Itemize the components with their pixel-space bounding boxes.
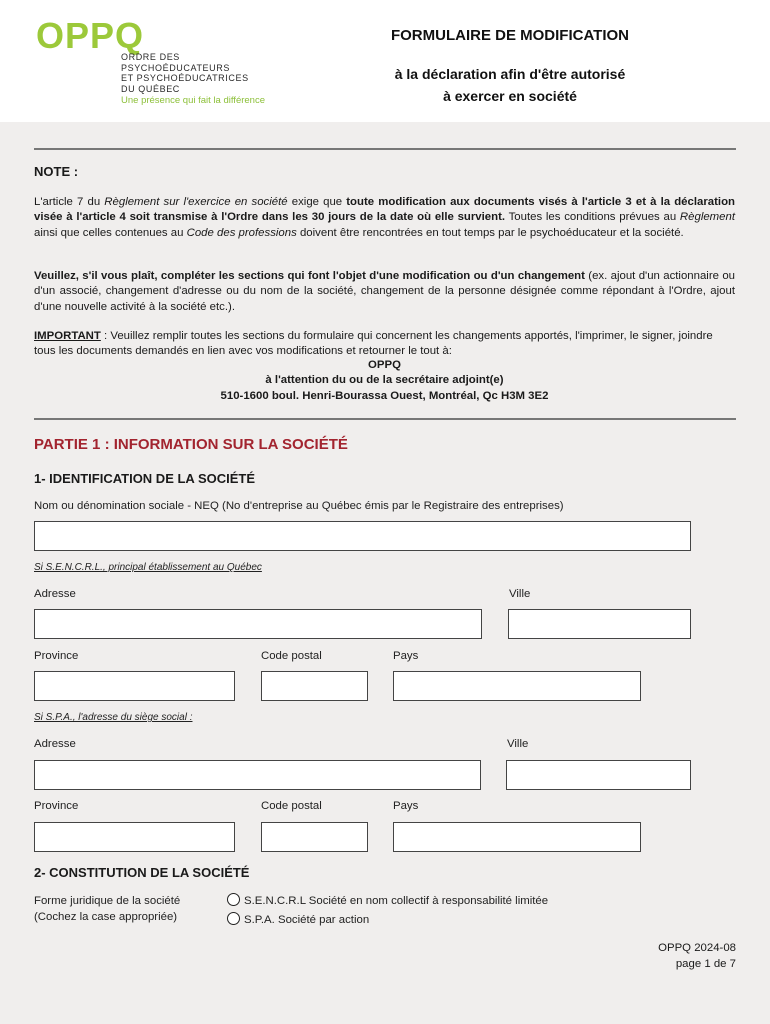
senc-code-postal-input[interactable]: [261, 671, 368, 701]
option-spa[interactable]: [227, 912, 369, 926]
ville-label: Ville: [507, 738, 529, 750]
form-code: OPPQ 2024-08: [658, 942, 736, 954]
org-name-line: DU QUÉBEC: [121, 83, 180, 94]
spa-note: Si S.P.A., l'adresse du siège social :: [34, 712, 193, 723]
adresse-label: Adresse: [34, 738, 76, 750]
oppq-logo: OPPQ: [36, 15, 145, 56]
radio-sencrl[interactable]: [227, 893, 240, 906]
form-subtitle-line1: à la déclaration afin d'être autorisé: [394, 66, 626, 82]
text-italic: Code des professions: [186, 226, 297, 239]
text-bold: Veuillez, s'il vous plaît, compléter les sections qui font l'objet d'une modification ou d'un changement: [34, 270, 585, 282]
text: : Veuillez remplir toutes les sections du formulaire qui concernent les changements apportés, l'imprimer, le signer, joindre tous les documents demandés en lien avec vos modifications et retourner le tout à:: [34, 330, 713, 358]
text: doivent être rencontrées en tout temps par le psychoéducateur et la société.: [296, 226, 684, 239]
section-1-title: 1- IDENTIFICATION DE LA SOCIÉTÉ: [34, 471, 256, 486]
form-subtitle-line2: à exercer en société: [443, 88, 577, 104]
org-name-line: ORDRE DES: [121, 52, 180, 62]
senc-pays-input[interactable]: [393, 671, 641, 701]
text: Toutes les conditions prévues au: [505, 211, 680, 224]
option-label: S.P.A. Société par action: [244, 914, 370, 926]
form-title: FORMULAIRE DE MODIFICATION: [390, 27, 630, 44]
org-tagline: Une présence qui fait la différence: [121, 95, 265, 106]
org-name-line: PSYCHOÉDUCATEURS: [121, 62, 230, 73]
address-line: à l'attention du ou de la secrétaire adjoint(e): [265, 374, 504, 387]
important-label: IMPORTANT: [34, 330, 101, 342]
senc-adresse-input[interactable]: [34, 609, 482, 639]
option-sencrl[interactable]: [227, 893, 548, 907]
spa-adresse-input[interactable]: [34, 760, 481, 790]
note-heading: NOTE :: [34, 164, 79, 179]
text-bold: toute modification aux documents visés à l'article 3 et à la déclaration visée à l'article 4 soit transmise à l'Ordre dans les 30 jours de la date où elle survient.: [34, 196, 735, 224]
spa-code-postal-input[interactable]: [261, 822, 368, 852]
note-paragraph-3: [34, 329, 735, 360]
province-label: Province: [34, 800, 79, 812]
senc-ville-input[interactable]: [508, 609, 691, 639]
province-label: Province: [34, 650, 79, 662]
note-paragraph-1: [34, 195, 735, 241]
org-name-line: ET PSYCHOÉDUCATRICES: [121, 73, 249, 83]
text-italic: Règlement: [679, 211, 736, 224]
text: L'article 7 du: [34, 196, 105, 208]
pays-label: Pays: [393, 800, 419, 812]
note-paragraph-2: [34, 269, 735, 315]
partie-1-title: PARTIE 1 : INFORMATION SUR LA SOCIÉTÉ: [34, 436, 348, 453]
code-postal-label: Code postal: [261, 650, 322, 662]
divider: [34, 148, 736, 150]
section-2-title: 2- CONSTITUTION DE LA SOCIÉTÉ: [34, 865, 250, 880]
org-name: [121, 52, 249, 94]
text: (ex. ajout d'un actionnaire ou d'un associé, changement d'adresse ou du nom de la société, changement de la personne désignée comme répondant à l'Ordre, ajout d'une nouvelle activité à la société etc.).: [34, 270, 735, 313]
footer: [600, 940, 736, 972]
option-label: S.E.N.C.R.L Société en nom collectif à responsabilité limitée: [244, 895, 549, 907]
text: ainsi que celles contenues au: [34, 226, 187, 239]
return-address: [34, 358, 735, 404]
company-name-input[interactable]: [34, 521, 691, 551]
spa-province-input[interactable]: [34, 822, 235, 852]
code-postal-label: Code postal: [261, 800, 322, 812]
senc-province-input[interactable]: [34, 671, 235, 701]
page-number: page 1 de 7: [675, 958, 736, 970]
text: exige que: [287, 196, 347, 208]
name-label: Nom ou dénomination sociale - NEQ (No d'entreprise au Québec émis par le Registraire des entreprises): [34, 500, 564, 512]
spa-pays-input[interactable]: [393, 822, 641, 852]
text-italic: Règlement sur l'exercice en société: [104, 196, 288, 208]
label-line: Forme juridique de la société: [34, 895, 181, 907]
pays-label: Pays: [393, 650, 419, 662]
divider: [34, 418, 736, 420]
spa-ville-input[interactable]: [506, 760, 691, 790]
label-line: (Cochez la case appropriée): [34, 911, 178, 923]
adresse-label: Adresse: [34, 588, 76, 600]
ville-label: Ville: [509, 588, 531, 600]
senc-note: Si S.E.N.C.R.L., principal établissement au Québec: [34, 562, 262, 573]
forme-juridique-label: [34, 893, 180, 925]
address-line: OPPQ: [368, 359, 401, 371]
radio-spa[interactable]: [227, 912, 240, 925]
address-line: 510-1600 boul. Henri-Bourassa Ouest, Montréal, Qc H3M 3E2: [220, 389, 549, 402]
